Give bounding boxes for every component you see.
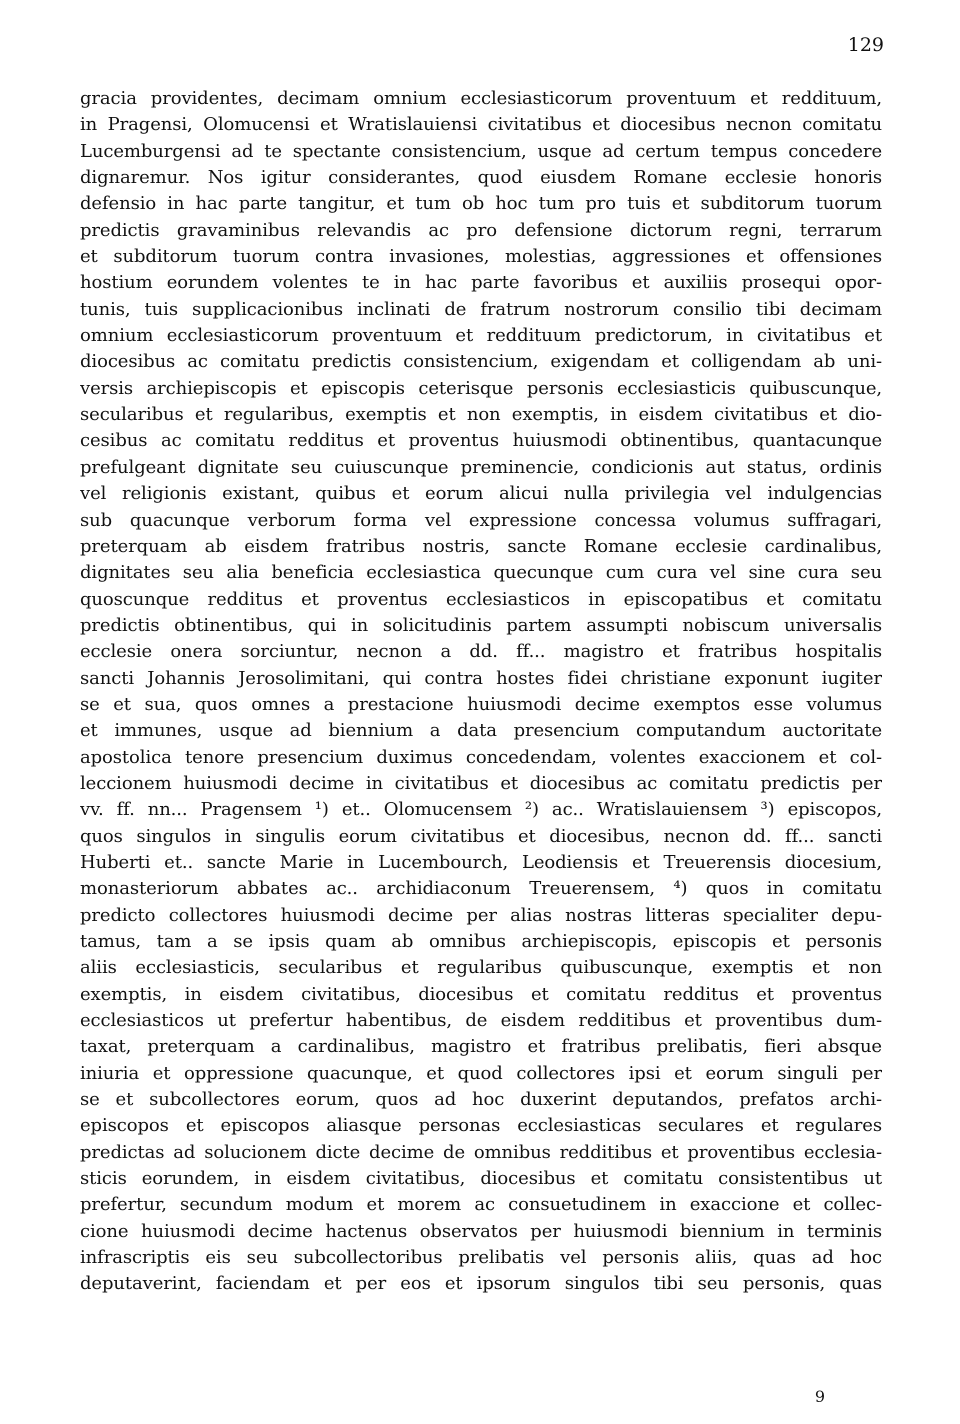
text-line: preterquam ab eisdem fratribus nostris, sancte Romane ecclesie cardinalibus, [80,535,882,557]
text-line: predicto collectores huiusmodi decime per alias nostras litteras specialiter depu- [80,904,882,926]
text-line: predictis gravaminibus relevandis ac pro defensione dictorum regni, terrarum [80,219,882,241]
text-line: quoscunque redditus et proventus ecclesiasticos in episcopatibus et comitatu [80,588,882,610]
text-line: dignaremur. Nos igitur considerantes, quod eiusdem Romane ecclesie honoris [80,167,882,189]
signature-mark: 9 [814,1387,826,1406]
text-line: predictas ad solucionem dicte decime de omnibus redditibus et proventibus ecclesia- [80,1141,882,1163]
text-line: cesibus ac comitatu redditus et proventus huiusmodi obtinentibus, quantacunque [80,430,882,452]
text-line: in Pragensi, Olomucensi et Wratislauiensi civitatibus et diocesibus necnon comitatu [80,114,882,136]
text-line: ecclesie onera sorciuntur, necnon a dd. ff... magistro et fratribus hospitalis [80,641,882,663]
text-line: apostolica tenore presencium duximus concedendam, volentes exaccionem et col- [80,746,882,768]
text-line: omnium ecclesiasticorum proventuum et reddituum predictorum, in civitatibus et [80,325,882,347]
text-line: versis archiepiscopis et episcopis ceterisque personis ecclesiasticis quibuscunque, [80,377,882,399]
text-line: defensio in hac parte tangitur, et tum ob hoc tum pro tuis et subditorum tuorum [80,193,882,215]
text-line: infrascriptis eis seu subcollectoribus prelibatis vel personis aliis, quas ad hoc [80,1247,882,1269]
text-line: iniuria et oppressione quacunque, et quod collectores ipsi et eorum singuli per [80,1062,882,1084]
text-line: diocesibus ac comitatu predictis consistencium, exigendam et colligendam ab uni- [80,351,882,373]
text-line: predictis obtinentibus, qui in solicitudinis partem assumpti nobiscum universalis [80,614,882,636]
text-line: Lucemburgensi ad te spectante consistencium, usque ad certum tempus concedere [80,140,882,162]
text-line: hostium eorundem volentes te in hac parte favoribus et auxiliis prosequi opor- [80,272,882,294]
text-line: vv. ff. nn... Pragensem ¹) et.. Olomucensem ²) ac.. Wratislauiensem ³) episcopos, [80,799,882,821]
text-line: aliis ecclesiasticis, secularibus et regularibus quibuscunque, exemptis et non [80,957,882,979]
text-line: leccionem huiusmodi decime in civitatibus et diocesibus ac comitatu predictis per [80,772,882,794]
text-line: et immunes, usque ad biennium a data presencium computandum auctoritate [80,720,882,742]
text-line: et subditorum tuorum contra invasiones, molestias, aggressiones et offensiones [80,246,882,268]
text-line: monasteriorum abbates ac.. archidiaconum Treuerensem, ⁴) quos in comitatu [80,878,882,900]
text-line: se et sua, quos omnes a prestacione huiusmodi decime exemptos esse volumus [80,693,882,715]
text-line: deputaverint, faciendam et per eos et ipsorum singulos tibi seu personis, quas [80,1273,882,1295]
text-line: cione huiusmodi decime hactenus observatos per huiusmodi biennium in terminis [80,1220,882,1242]
text-line: quos singulos in singulis eorum civitatibus et diocesibus, necnon dd. ff... sancti [80,825,882,847]
text-line: prefulgeant dignitate seu cuiuscunque preminencie, condicionis aut status, ordinis [80,456,882,478]
text-line: secularibus et regularibus, exemptis et non exemptis, in eisdem civitatibus et dio- [80,404,882,426]
text-line: sancti Johannis Jerosolimitani, qui contra hostes fidei christiane exponunt iugiter [80,667,882,689]
text-line: tunis, tuis supplicacionibus inclinati de fratrum nostrorum consilio tibi decimam [80,298,882,320]
text-line: Huberti et.. sancte Marie in Lucembourch, Leodiensis et Treuerensis diocesium, [80,851,882,873]
text-line: ecclesiasticos ut prefertur habentibus, de eisdem redditibus et proventibus dum- [80,1010,882,1032]
text-line: se et subcollectores eorum, quos ad hoc duxerint deputandos, prefatos archi- [80,1089,882,1111]
text-line: taxat, preterquam a cardinalibus, magistro et fratribus prelibatis, fieri absque [80,1036,882,1058]
text-line: sub quacunque verborum forma vel expressione concessa volumus suffragari, [80,509,882,531]
text-line: episcopos et episcopos aliasque personas ecclesiasticas seculares et regulares [80,1115,882,1137]
body-text [80,86,882,1298]
text-line: dignitates seu alia beneficia ecclesiastica quecunque cum cura vel sine cura seu [80,562,882,584]
text-line: exemptis, in eisdem civitatibus, diocesibus et comitatu redditus et proventus [80,983,882,1005]
page-number: 129 [847,34,884,56]
text-line: prefertur, secundum modum et morem ac consuetudinem in exaccione et collec- [80,1194,882,1216]
text-line: gracia providentes, decimam omnium ecclesiasticorum proventuum et reddituum, [80,88,882,109]
text-line: tamus, tam a se ipsis quam ab omnibus archiepiscopis, episcopis et personis [80,931,882,952]
text-line: sticis eorundem, in eisdem civitatibus, diocesibus et comitatu consistentibus ut [80,1168,882,1190]
text-line: vel religionis existant, quibus et eorum alicui nulla privilegia vel indulgencias [80,483,882,505]
